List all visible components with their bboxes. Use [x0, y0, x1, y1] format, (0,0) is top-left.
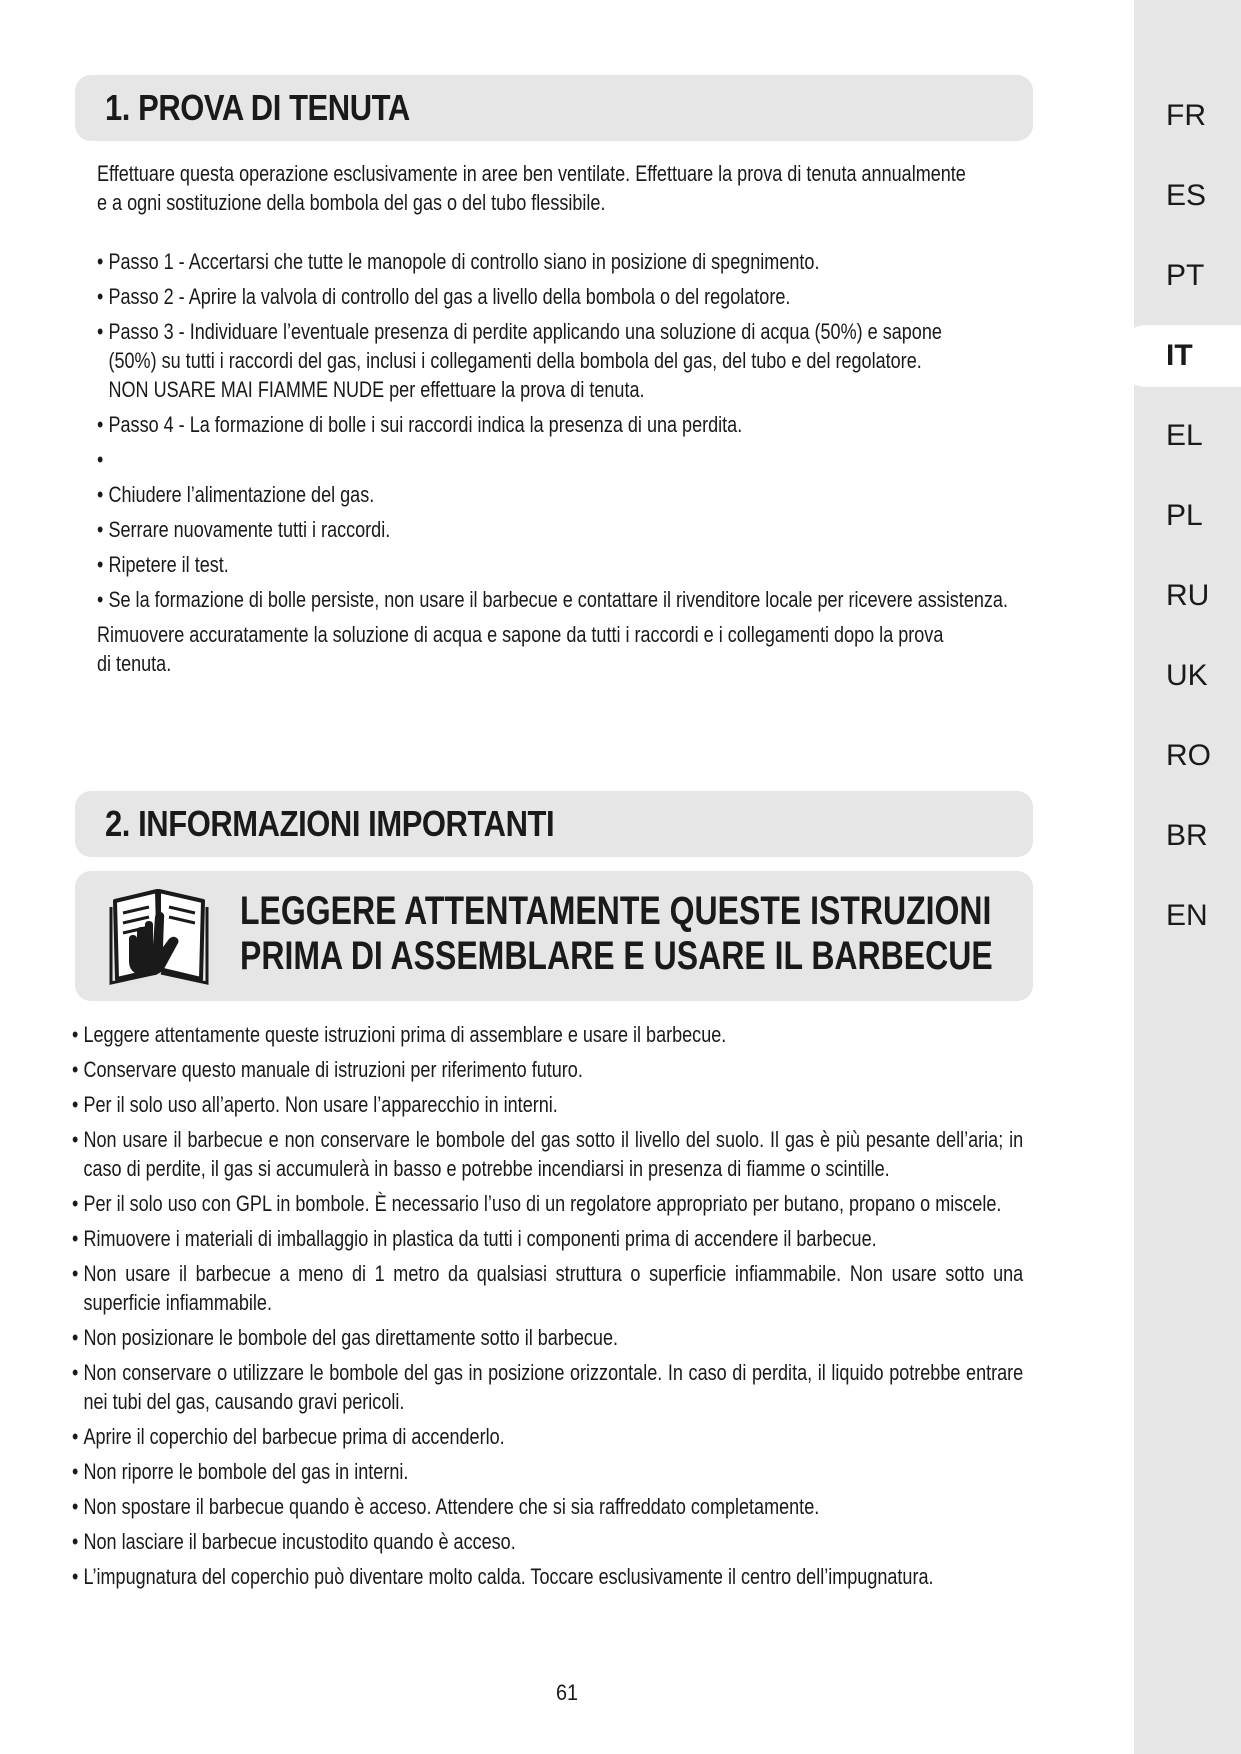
lang-tab-ro[interactable]: RO	[1166, 739, 1211, 772]
list-item: • Non lasciare il barbecue incustodito quando è acceso.	[72, 1527, 1023, 1556]
lang-tab-it-active[interactable]: IT	[1116, 325, 1241, 387]
lang-tab-en[interactable]: EN	[1166, 899, 1208, 932]
outro-line-2: di tenuta.	[97, 651, 172, 676]
warning-text	[240, 889, 993, 979]
list-item: • Non usare il barbecue a meno di 1 metro da qualsiasi struttura o superficie infiammabile. Non usare sotto una superficie infiammabile.	[72, 1259, 1023, 1317]
section-header-leak-test	[75, 75, 1033, 141]
outro-line-1: Rimuovere accuratamente la soluzione di acqua e sapone da tutti i raccordi e i collegamenti dopo la prova	[97, 622, 944, 647]
section-title: 1. PROVA DI TENUTA	[105, 87, 410, 128]
list-item: • Passo 2 - Aprire la valvola di controllo del gas a livello della bombola o del regolatore.	[97, 282, 945, 311]
lang-tab-es[interactable]: ES	[1166, 179, 1207, 212]
lang-tab-pt[interactable]: PT	[1166, 259, 1205, 292]
lang-tab-uk[interactable]: UK	[1166, 659, 1208, 692]
lang-tab-el[interactable]: EL	[1166, 419, 1203, 452]
section-header-important-info	[75, 791, 1033, 857]
empty-bullet	[97, 445, 1024, 474]
list-item: • Non usare il barbecue e non conservare le bombole del gas sotto il livello del suolo. Il gas è più pesante dell’aria; in caso di perdite, il gas si accumulerà in basso e potrebbe incendiarsi in presenza di fiamme o scintille.	[72, 1125, 1023, 1183]
lang-tab-pl[interactable]: PL	[1166, 499, 1203, 532]
safety-list	[72, 1020, 1023, 1597]
list-item: • L’impugnatura del coperchio può diventare molto calda. Toccare esclusivamente il centro dell’impugnatura.	[72, 1562, 1023, 1591]
lang-tab-br[interactable]: BR	[1166, 819, 1208, 852]
list-item: • Ripetere il test.	[97, 550, 1024, 579]
list-item: • Passo 4 - La formazione di bolle i sui raccordi indica la presenza di una perdita.	[97, 410, 945, 439]
list-item: • Chiudere l’alimentazione del gas.	[97, 480, 1024, 509]
list-item: • Passo 3 - Individuare l’eventuale presenza di perdite applicando una soluzione di acqua (50%) e sapone (50%) su tutti i raccordi del gas, inclusi i collegamenti della bombola del gas, del tubo e del regolatore. NON USARE MAI FIAMME NUDE per effettuare la prova di tenuta.	[97, 317, 945, 404]
read-instructions-box	[75, 871, 1033, 1001]
language-sidebar	[1134, 0, 1241, 1754]
list-item: • Per il solo uso con GPL in bombole. È necessario l’uso di un regolatore appropriato per butano, propano o miscele.	[72, 1189, 1023, 1218]
list-item: • Aprire il coperchio del barbecue prima di accenderlo.	[72, 1422, 1023, 1451]
lang-tab-ru[interactable]: RU	[1166, 579, 1210, 612]
list-item: • Passo 1 - Accertarsi che tutte le manopole di controllo siano in posizione di spegnimento.	[97, 247, 945, 276]
list-item: • Non riporre le bombole del gas in interni.	[72, 1457, 1023, 1486]
list-item: • Non conservare o utilizzare le bombole del gas in posizione orizzontale. In caso di perdita, il liquido potrebbe entrare nei tubi del gas, causando gravi pericoli.	[72, 1358, 1023, 1416]
intro-line-2: e a ogni sostituzione della bombola del gas o del tubo flessibile.	[97, 190, 606, 215]
lang-tab-fr[interactable]: FR	[1166, 99, 1206, 132]
list-item: • Conservare questo manuale di istruzioni per riferimento futuro.	[72, 1055, 1023, 1084]
list-item: • Se la formazione di bolle persiste, non usare il barbecue e contattare il rivenditore locale per ricevere assistenza.	[97, 585, 1024, 614]
list-item: • Leggere attentamente queste istruzioni prima di assemblare e usare il barbecue.	[72, 1020, 1023, 1049]
read-manual-icon	[107, 881, 217, 991]
list-item: • Serrare nuovamente tutti i raccordi.	[97, 515, 1024, 544]
list-item: • Rimuovere i materiali di imballaggio in plastica da tutti i componenti prima di accendere il barbecue.	[72, 1224, 1023, 1253]
list-item: • Per il solo uso all’aperto. Non usare l’apparecchio in interni.	[72, 1090, 1023, 1119]
section-title: 2. INFORMAZIONI IMPORTANTI	[105, 803, 555, 844]
intro-line-1: Effettuare questa operazione esclusivamente in aree ben ventilate. Effettuare la prova di tenuta annualmente	[97, 161, 966, 186]
list-item: • Non spostare il barbecue quando è acceso. Attendere che si sia raffreddato completamente.	[72, 1492, 1023, 1521]
warning-line-2: PRIMA DI ASSEMBLARE E USARE IL BARBECUE	[240, 934, 993, 978]
warning-line-1: LEGGERE ATTENTAMENTE QUESTE ISTRUZIONI	[240, 889, 992, 933]
list-item: • Non posizionare le bombole del gas direttamente sotto il barbecue.	[72, 1323, 1023, 1352]
page-number: 61	[555, 1680, 579, 1705]
leak-test-body	[97, 159, 1024, 678]
